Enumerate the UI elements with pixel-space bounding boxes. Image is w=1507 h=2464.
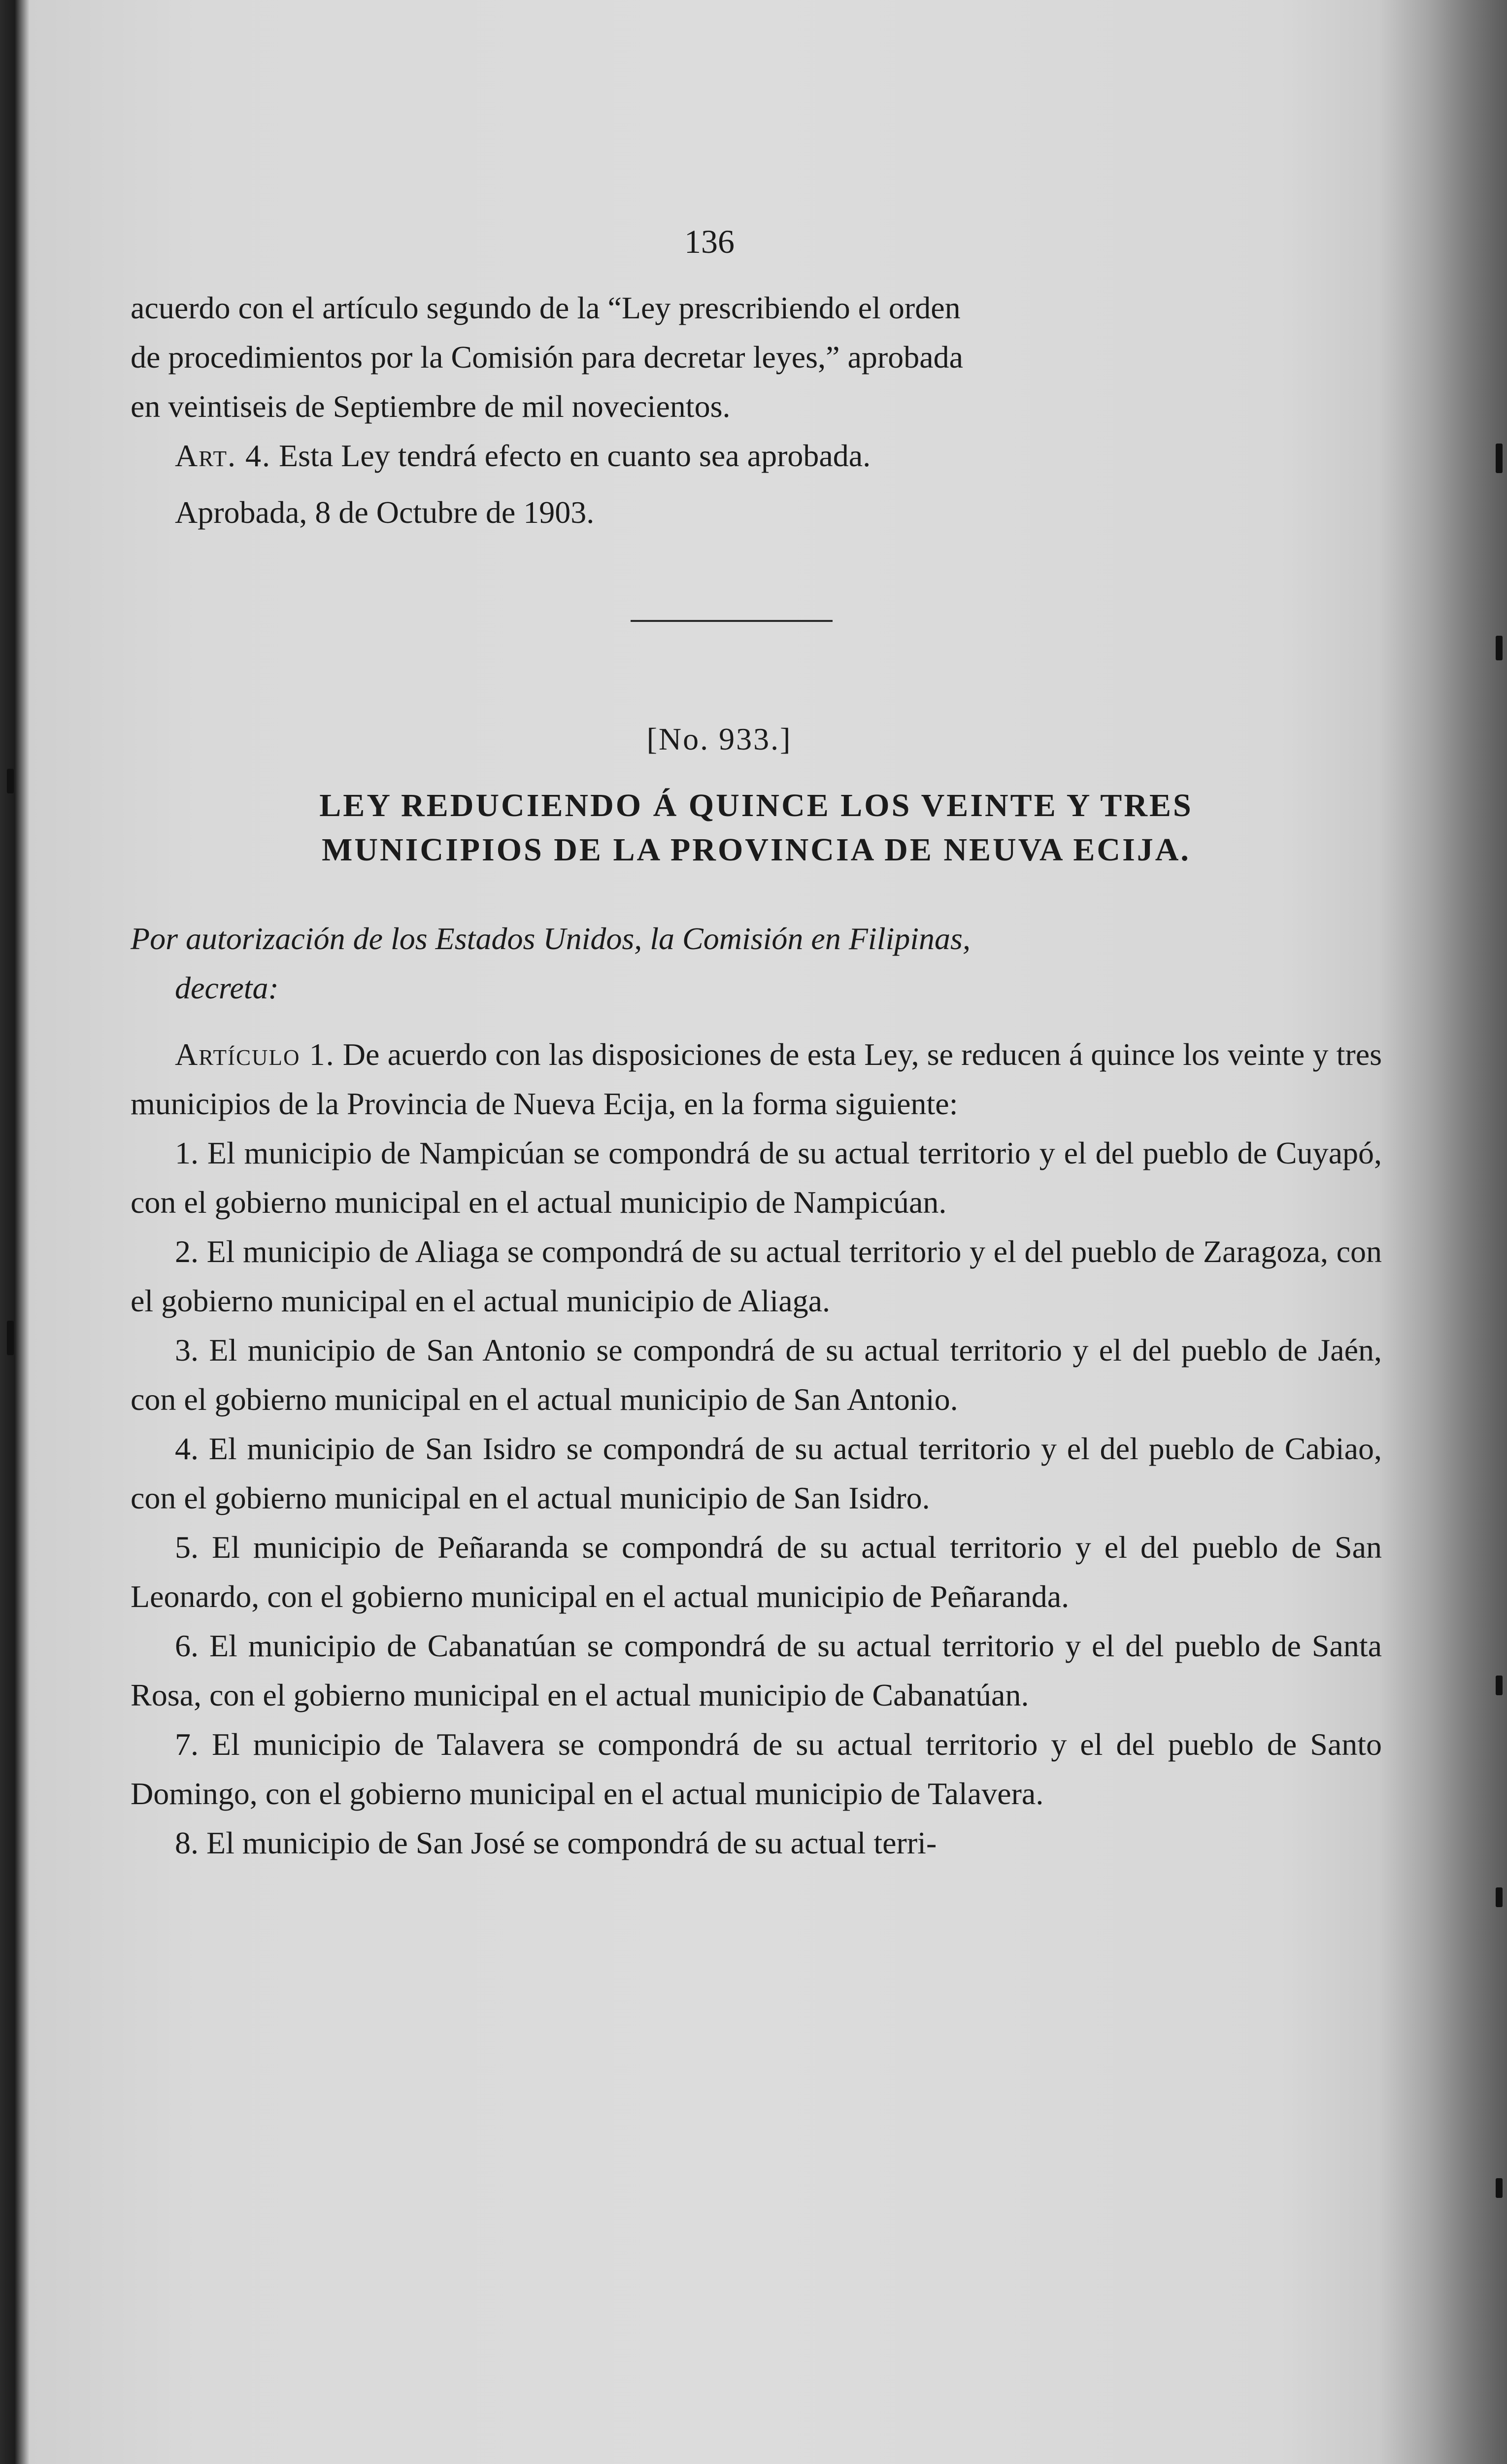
law-body [131, 1030, 1382, 1868]
article-text: Esta Ley tendrá efecto en cuanto sea aprobada. [271, 438, 871, 473]
binding-mark [7, 1321, 14, 1355]
binding-mark [1496, 1887, 1503, 1907]
article-4 [131, 431, 1382, 480]
enacting-line: Por autorización de los Estados Unidos, la Comisión en Filipinas, [131, 921, 971, 956]
municipality-item: 1. El municipio de Nampicúan se compondrá de su actual territorio y el del pueblo de Cuyapó, con el gobierno municipal en el actual municipio de Nampicúan. [131, 1135, 1382, 1220]
municipality-item: 4. El municipio de San Isidro se compondrá de su actual territorio y el del pueblo de Cabiao, con el gobierno municipal en el actual municipio de San Isidro. [131, 1431, 1382, 1515]
enacting-line: decreta: [175, 970, 279, 1005]
binding-mark [7, 769, 14, 793]
article-label: Art. 4. [175, 438, 271, 473]
article-text: De acuerdo con las disposiciones de esta Ley, se reducen á quince los veinte y tres municipios de la Provincia de Nueva Ecija, en la forma siguiente: [131, 1037, 1382, 1121]
binding-mark [1496, 2178, 1503, 2198]
municipality-item: 3. El municipio de San Antonio se compondrá de su actual territorio y el del pueblo de Jaén, con el gobierno municipal en el actual municipio de San Antonio. [131, 1333, 1382, 1417]
binding-mark [1496, 1676, 1503, 1695]
text-line: acuerdo con el artículo segundo de la “Ley prescribiendo el orden [131, 290, 961, 325]
document-page [30, 0, 1439, 2464]
law-title [131, 784, 1382, 872]
municipality-item: 6. El municipio de Cabanatúan se compondrá de su actual territorio y el del pueblo de Santa Rosa, con el gobierno municipal en el actual municipio de Cabanatúan. [131, 1628, 1382, 1712]
preceding-law-continuation [131, 283, 1382, 537]
page-number: 136 [684, 223, 735, 260]
text-line: de procedimientos por la Comisión para decretar leyes,” aprobada [131, 340, 963, 375]
article-label: Artículo 1. [175, 1037, 335, 1072]
article-1 [131, 1030, 1382, 1129]
section-divider [631, 620, 833, 622]
text-line: en veintiseis de Septiembre de mil novecientos. [131, 389, 731, 424]
enacting-clause [131, 914, 1382, 1013]
municipality-item: 5. El municipio de Peñaranda se compondrá de su actual territorio y el del pueblo de San Leonardo, con el gobierno municipal en el actual municipio de Peñaranda. [131, 1530, 1382, 1614]
law-number: [No. 933.] [646, 721, 792, 756]
law-title-line: MUNICIPIOS DE LA PROVINCIA DE NEUVA ECIJA. [322, 832, 1191, 868]
approval-date: Aprobada, 8 de Octubre de 1903. [175, 495, 595, 530]
binding-mark [1496, 444, 1503, 473]
binding-mark [1496, 636, 1503, 660]
municipality-item: 8. El municipio de San José se compondrá de su actual terri- [175, 1825, 937, 1860]
law-title-line: LEY REDUCIENDO Á QUINCE LOS VEINTE Y TRES [319, 787, 1193, 823]
municipality-item: 7. El municipio de Talavera se compondrá de su actual territorio y el del pueblo de Santo Domingo, con el gobierno municipal en el actual municipio de Talavera. [131, 1727, 1382, 1811]
municipality-item: 2. El municipio de Aliaga se compondrá de su actual territorio y el del pueblo de Zaragoza, con el gobierno municipal en el actual municipio de Aliaga. [131, 1234, 1382, 1318]
